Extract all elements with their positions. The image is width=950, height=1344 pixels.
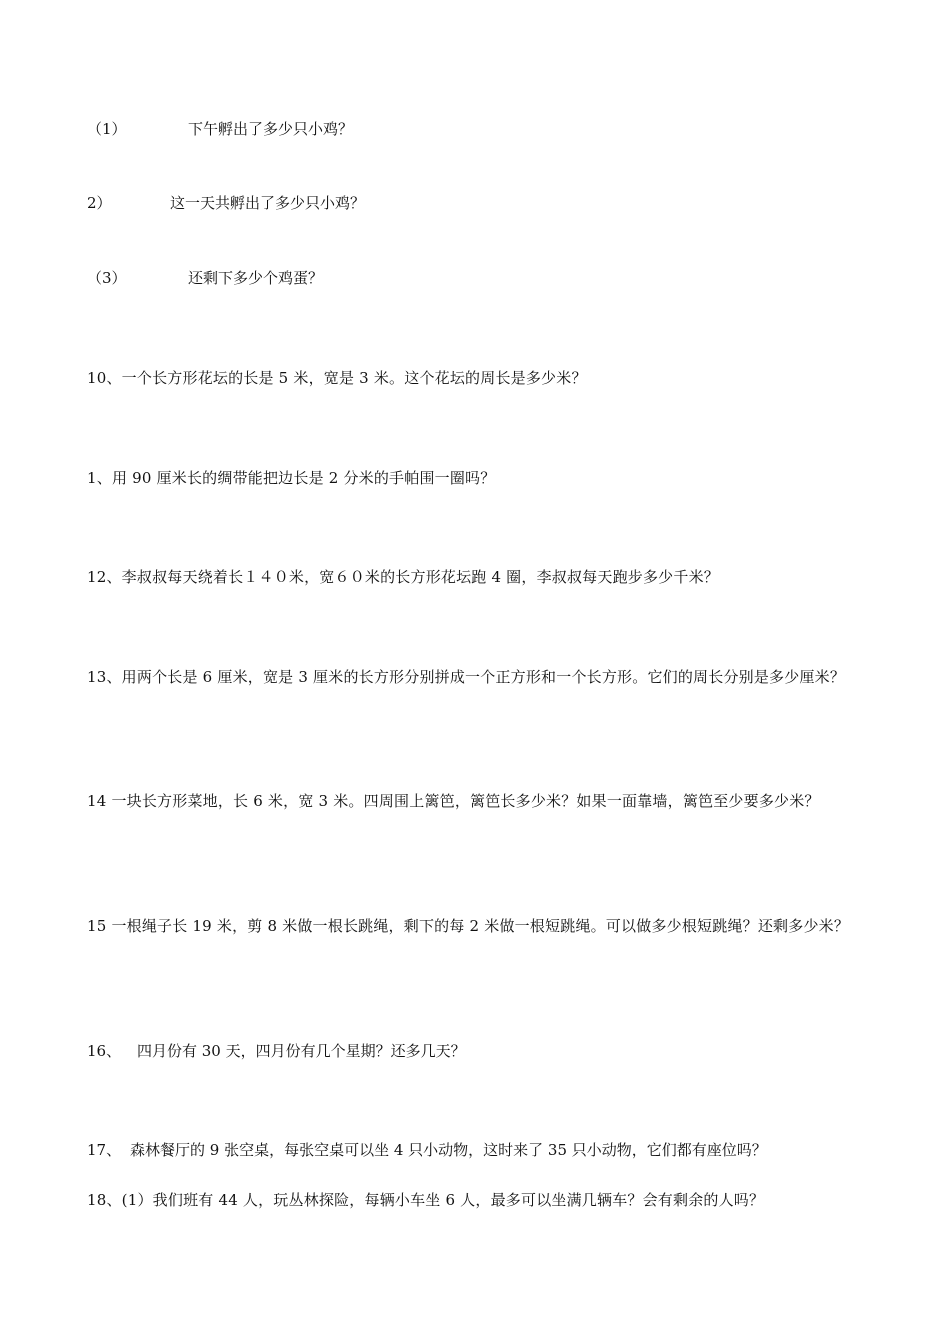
- question-sub-3-number: （3）: [87, 269, 127, 287]
- question-sub-2: [87, 191, 112, 216]
- question-13: 13、用两个长是 6 厘米，宽是 3 厘米的长方形分别拼成一个正方形和一个长方形。它们的周长分别是多少厘米？: [87, 668, 846, 686]
- question-10: 10、一个长方形花坛的长是 5 米，宽是 3 米。这个花坛的周长是多少米？: [87, 369, 587, 387]
- question-14: 14 一块长方形菜地，长 6 米，宽 3 米。四周围上篱笆，篱笆长多少米？如果一面靠墙，篱笆至少要多少米？: [87, 792, 820, 810]
- question-16-text: 四月份有 30 天，四月份有几个星期？还多几天？: [137, 1042, 466, 1060]
- question-sub-1-number: （1）: [87, 120, 127, 138]
- question-sub-1-text: 下午孵出了多少只小鸡？: [188, 120, 354, 138]
- question-17-text: 森林餐厅的 9 张空桌，每张空桌可以坐 4 只小动物，这时来了 35 只小动物，它们都有座位吗？: [130, 1141, 767, 1159]
- question-12: 12、李叔叔每天绕着长１４０米，宽６０米的长方形花坛跑 4 圈，李叔叔每天跑步多少千米？: [87, 568, 719, 586]
- question-15: 15 一根绳子长 19 米，剪 8 米做一根长跳绳，剩下的每 2 米做一根短跳绳。可以做多少根短跳绳？还剩多少米？: [87, 917, 850, 935]
- question-17-number: 17、: [87, 1141, 122, 1159]
- question-16-number: 16、: [87, 1042, 122, 1060]
- question-sub-1: [87, 117, 127, 142]
- question-11: 1、用 90 厘米长的绸带能把边长是 2 分米的手帕围一圈吗？: [87, 469, 496, 487]
- question-sub-3: [87, 266, 127, 291]
- question-sub-2-number: 2）: [87, 194, 112, 212]
- question-18: 18、(1）我们班有 44 人，玩丛林探险，每辆小车坐 6 人，最多可以坐满几辆车？会有剩余的人吗？: [87, 1191, 765, 1209]
- question-sub-2-text: 这一天共孵出了多少只小鸡？: [170, 194, 366, 212]
- question-sub-3-text: 还剩下多少个鸡蛋？: [188, 269, 324, 287]
